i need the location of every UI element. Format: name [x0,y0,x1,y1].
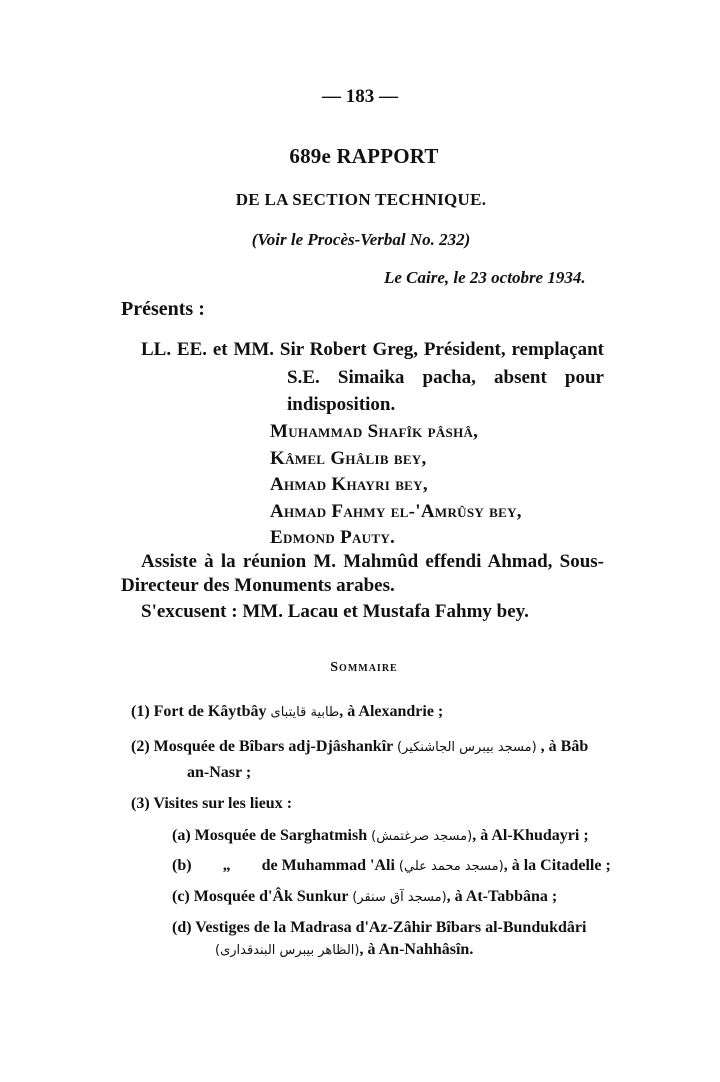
arabic-text: طابية قايتباى [270,705,340,720]
arabic-text: (مسجد بيبرس الجاشنكير) [396,740,537,755]
report-title: 689e RAPPORT [289,144,439,168]
member-name: Ahmad Khayri bey, [270,474,428,495]
attendee-line-simaika: S.E. Simaika pacha, absent pour [287,367,604,388]
subitem-label: (b) [172,857,192,874]
item-location: , à An-Nahhâsîn. [359,941,474,958]
item-location: , à At-Tabbâna ; [446,888,558,905]
assiste-line-continued: Directeur des Monuments arabes. [121,575,395,596]
arabic-text: (مسجد محمد علي) [398,859,504,874]
item-text: Mosquée de Sarghatmish [194,827,368,844]
item-location: , à la Citadelle ; [503,857,611,874]
summary-item-1 [131,704,443,720]
ditto-mark: „ [222,857,231,874]
summary-subitem-b [172,858,611,874]
page-number: — 183 — [322,86,398,107]
member-name: Edmond Pauty. [270,527,396,548]
summary-item-2-continued: an-Nasr ; [187,764,252,781]
summary-item-2 [131,739,588,755]
proces-verbal-reference: (Voir le Procès-Verbal No. 232) [251,230,471,249]
attendee-line-indisposition: indisposition. [287,394,396,415]
assiste-line: Assiste à la réunion M. Mahmûd effendi Ahmad, Sous- [141,551,604,572]
presents-label: Présents : [121,298,205,320]
member-name: Ahmad Fahmy el-'Amrûsy bey, [270,501,522,522]
item-text: (1) Fort de Kâytbây [131,703,267,720]
member-name: Muhammad Shafîk pâshâ, [270,421,479,442]
subitem-label: (a) [172,827,191,844]
item-location: , à Bâb [540,738,589,755]
item-text: Mosquée d'Âk Sunkur [193,888,349,905]
member-name: Kâmel Ghâlib bey, [270,448,427,469]
arabic-text: (مسجد آق سنقر) [352,890,447,905]
summary-subitem-c [172,889,557,905]
subitem-label: (d) [172,919,192,936]
section-heading: DE LA SECTION TECHNIQUE. [235,190,487,209]
item-location: , à Al-Khudayri ; [472,827,589,844]
subitem-label: (c) [172,888,190,905]
item-text: Vestiges de la Madrasa d'Az-Zâhir Bîbars al-Bundukdâri [195,919,587,936]
item-location: , à Alexandrie ; [339,703,444,720]
summary-subitem-d [172,920,586,936]
item-text: de Muhammad 'Ali [261,857,395,874]
arabic-text: (مسجد صرغتمش) [371,829,473,844]
summary-item-3: (3) Visites sur les lieux : [131,795,293,812]
sommaire-heading: Sommaire [330,660,398,675]
item-text: (2) Mosquée de Bîbars adj-Djâshankîr [131,738,393,755]
attendee-line-president: LL. EE. et MM. Sir Robert Greg, Président, remplaçant [141,339,604,360]
excusent-line: S'excusent : MM. Lacau et Mustafa Fahmy bey. [141,601,529,622]
summary-subitem-d-continued [215,942,473,958]
date-line: Le Caire, le 23 octobre 1934. [384,268,586,287]
arabic-text: (الظاهر بيبرس البندقدارى) [215,943,360,958]
summary-subitem-a [172,828,589,844]
